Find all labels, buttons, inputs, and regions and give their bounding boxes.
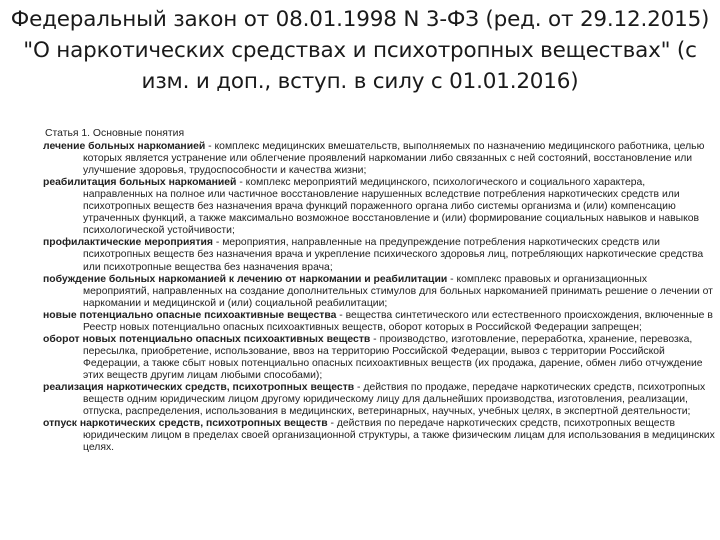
definition-text: - мероприятия, направленные на предупреждение потребления наркотических средств или психотропных веществ без назначения врача и укрепление психического здоровья лиц, потребляющих наркотические средства или психотропные вещества без назначения врача;	[83, 237, 704, 273]
definition-text: - действия по продаже, передаче наркотических средств, психотропных веществ одним юридическим лицом другому юридическому лицу для дальнейших производства, изготовления, реализации, отпуска, распределения, использования в медицинских, ветеринарных, научных, учебных целях, в экспертной деятельности;	[83, 381, 706, 418]
definition-item	[43, 310, 715, 334]
definition-term: побуждение больных наркоманией к лечению от наркомании и реабилитации	[43, 273, 448, 285]
definition-item	[43, 274, 715, 310]
definition-term: оборот новых потенциально опасных психоактивных веществ	[43, 333, 371, 345]
definition-term: новые потенциально опасные психоактивные вещества	[43, 309, 337, 321]
definition-item	[43, 177, 715, 237]
definition-term: реабилитация больных наркоманией	[43, 177, 237, 189]
definition-text: - комплекс медицинских вмешательств, выполняемых по назначению медицинского работника, целью которых является устранение или облегчение проявлений наркомании либо связанных с ней состояний, восстановление или улучшение здоровья, трудоспособности и качества жизни;	[83, 141, 705, 177]
article-heading: Статья 1. Основные понятия	[45, 128, 185, 139]
definition-term: реализация наркотических средств, психотропных веществ	[43, 381, 355, 393]
definition-item	[43, 334, 715, 382]
definition-term: профилактические мероприятия	[43, 237, 213, 249]
definition-text: - действия по передаче наркотических средств, психотропных веществ юридическим лицом в пределах своей организационной структуры, а также физическим лицам для использования в медицинских целях.	[83, 418, 715, 454]
definition-item	[43, 141, 715, 177]
definition-term: лечение больных наркоманией	[43, 141, 206, 153]
page-title: Федеральный закон от 08.01.1998 N 3-ФЗ (ред. от 29.12.2015) "О наркотических средствах и психотропных веществах" (с изм. и доп., вступ. в силу с 01.01.2016)	[10, 7, 710, 94]
definition-item	[43, 382, 715, 418]
definition-text: - производство, изготовление, переработка, хранение, перевозка, пересылка, приобретение, использование, ввоз на территорию Российской Федерации, вывоз с территории Российской Федерации, а также сбыт новых потенциально опасных психоактивных веществ (их продажа, дарение, обмен либо отчуждение этих веществ другим лицам любыми способами);	[83, 333, 703, 381]
definition-text: - комплекс правовых и организационных мероприятий, направленных на создание дополнительных стимулов для больных наркоманией принимать решение о лечении от наркомании и медицинской и (или) социальной реабилитации;	[83, 273, 713, 309]
article-body	[43, 128, 715, 454]
definition-text: - комплекс мероприятий медицинского, психологического и социального характера, направленных на полное или частичное восстановление нарушенных вследствие потребления наркотических средств или психотропных веществ без назначения врача функций пораженного органа либо системы организма и (или) компенсацию утраченных функций, а также максимально возможное восстановление и (или) формирование социальных навыков и навыков психологической устойчивости;	[83, 177, 700, 237]
definition-text: - вещества синтетического или естественного происхождения, включенные в Реестр новых потенциально опасных психоактивных веществ, оборот которых в Российской Федерации запрещен;	[83, 309, 713, 333]
definition-term: отпуск наркотических средств, психотропных веществ	[43, 418, 328, 430]
definition-item	[43, 237, 715, 273]
definition-item	[43, 418, 715, 454]
